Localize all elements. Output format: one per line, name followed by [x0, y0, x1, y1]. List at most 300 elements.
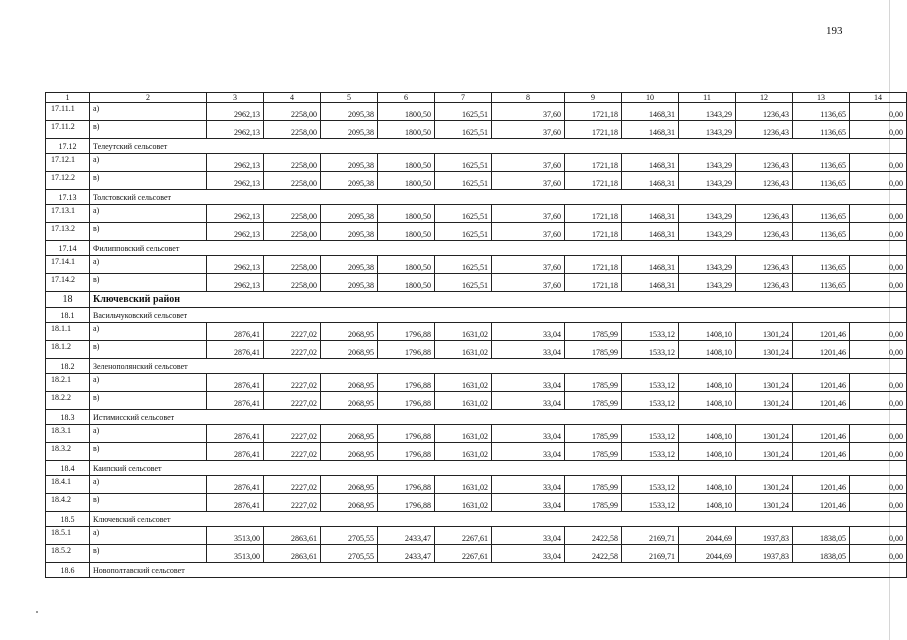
table-row: [46, 341, 907, 359]
row-code: 17.11.2: [46, 121, 90, 139]
value-cell: 0,00: [850, 103, 907, 121]
section-name: Филипповский сельсовет: [90, 241, 907, 256]
row-code: 17.12.1: [46, 154, 90, 172]
value-cell: 2227,02: [264, 323, 321, 341]
row-code: 18.2: [46, 359, 90, 374]
value-cell: 2267,61: [435, 527, 492, 545]
value-cell: 1201,46: [793, 341, 850, 359]
value-cell: 2876,41: [207, 494, 264, 512]
header-cell: 3: [207, 93, 264, 103]
table-row: [46, 494, 907, 512]
value-cell: 1631,02: [435, 341, 492, 359]
value-cell: 2169,71: [622, 527, 679, 545]
value-cell: 0,00: [850, 374, 907, 392]
value-cell: 33,04: [492, 527, 565, 545]
value-cell: 2705,55: [321, 545, 378, 563]
value-cell: 1301,24: [736, 425, 793, 443]
value-cell: 33,04: [492, 425, 565, 443]
value-cell: 1343,29: [679, 205, 736, 223]
table-row: [46, 527, 907, 545]
row-code: 18.1.2: [46, 341, 90, 359]
value-cell: 2258,00: [264, 154, 321, 172]
row-code: 18.3.2: [46, 443, 90, 461]
value-cell: 1625,51: [435, 103, 492, 121]
row-code: 18.4: [46, 461, 90, 476]
value-cell: 1468,31: [622, 205, 679, 223]
value-cell: 1631,02: [435, 392, 492, 410]
value-cell: 1301,24: [736, 392, 793, 410]
value-cell: 1201,46: [793, 425, 850, 443]
value-cell: 1721,18: [565, 172, 622, 190]
value-cell: 1838,05: [793, 527, 850, 545]
value-cell: 2433,47: [378, 527, 435, 545]
value-cell: 1631,02: [435, 425, 492, 443]
value-cell: 1625,51: [435, 154, 492, 172]
row-label: а): [90, 425, 207, 443]
value-cell: 1408,10: [679, 494, 736, 512]
value-cell: 0,00: [850, 425, 907, 443]
value-cell: 2876,41: [207, 341, 264, 359]
value-cell: 2433,47: [378, 545, 435, 563]
section-name: Каипский сельсовет: [90, 461, 907, 476]
value-cell: 1796,88: [378, 392, 435, 410]
value-cell: 1408,10: [679, 392, 736, 410]
header-cell: 12: [736, 93, 793, 103]
section-name: Ключевский сельсовет: [90, 512, 907, 527]
value-cell: 2095,38: [321, 172, 378, 190]
value-cell: 1721,18: [565, 274, 622, 292]
section-row: [46, 563, 907, 578]
value-cell: 2227,02: [264, 476, 321, 494]
value-cell: 1468,31: [622, 172, 679, 190]
value-cell: 2068,95: [321, 476, 378, 494]
value-cell: 1343,29: [679, 121, 736, 139]
table-row: [46, 154, 907, 172]
value-cell: 0,00: [850, 154, 907, 172]
row-code: 17.12.2: [46, 172, 90, 190]
section-row: [46, 139, 907, 154]
value-cell: 1136,65: [793, 223, 850, 241]
row-code: 18.2.1: [46, 374, 90, 392]
value-cell: 2962,13: [207, 121, 264, 139]
value-cell: 0,00: [850, 256, 907, 274]
value-cell: 33,04: [492, 494, 565, 512]
row-label: в): [90, 341, 207, 359]
value-cell: 1408,10: [679, 425, 736, 443]
value-cell: 0,00: [850, 545, 907, 563]
value-cell: 2962,13: [207, 172, 264, 190]
value-cell: 1785,99: [565, 494, 622, 512]
value-cell: 0,00: [850, 527, 907, 545]
value-cell: 2876,41: [207, 392, 264, 410]
value-cell: 1796,88: [378, 494, 435, 512]
value-cell: 1236,43: [736, 154, 793, 172]
header-cell: 4: [264, 93, 321, 103]
value-cell: 1533,12: [622, 425, 679, 443]
value-cell: 33,04: [492, 341, 565, 359]
row-code: 18.1: [46, 308, 90, 323]
table-row: [46, 274, 907, 292]
row-label: в): [90, 443, 207, 461]
row-code: 17.13: [46, 190, 90, 205]
row-code: 18.3.1: [46, 425, 90, 443]
value-cell: 1533,12: [622, 494, 679, 512]
value-cell: 1533,12: [622, 341, 679, 359]
value-cell: 1301,24: [736, 323, 793, 341]
header-cell: 8: [492, 93, 565, 103]
value-cell: 1631,02: [435, 323, 492, 341]
value-cell: 1796,88: [378, 341, 435, 359]
row-code: 17.14: [46, 241, 90, 256]
row-code: 18: [46, 292, 90, 308]
value-cell: 33,04: [492, 443, 565, 461]
value-cell: 0,00: [850, 494, 907, 512]
value-cell: 1301,24: [736, 476, 793, 494]
row-label: а): [90, 256, 207, 274]
row-code: 18.4.2: [46, 494, 90, 512]
value-cell: 1800,50: [378, 256, 435, 274]
value-cell: 33,04: [492, 476, 565, 494]
value-cell: 1201,46: [793, 443, 850, 461]
page-number: 193: [826, 25, 843, 37]
value-cell: 2962,13: [207, 256, 264, 274]
value-cell: 1800,50: [378, 103, 435, 121]
value-cell: 2227,02: [264, 443, 321, 461]
row-code: 18.3: [46, 410, 90, 425]
value-cell: 1343,29: [679, 274, 736, 292]
value-cell: 1796,88: [378, 443, 435, 461]
header-cell: 9: [565, 93, 622, 103]
value-cell: 2422,58: [565, 545, 622, 563]
value-cell: 2258,00: [264, 223, 321, 241]
value-cell: 2876,41: [207, 425, 264, 443]
value-cell: 33,04: [492, 392, 565, 410]
value-cell: 2962,13: [207, 103, 264, 121]
value-cell: 2095,38: [321, 256, 378, 274]
value-cell: 2258,00: [264, 274, 321, 292]
value-cell: 2267,61: [435, 545, 492, 563]
value-cell: 1236,43: [736, 172, 793, 190]
header-cell: 11: [679, 93, 736, 103]
value-cell: 1800,50: [378, 223, 435, 241]
value-cell: 1301,24: [736, 494, 793, 512]
value-cell: 1236,43: [736, 205, 793, 223]
district-name: Ключевский район: [90, 292, 907, 308]
table-row: [46, 443, 907, 461]
value-cell: 1533,12: [622, 443, 679, 461]
value-cell: 1721,18: [565, 223, 622, 241]
section-row: [46, 410, 907, 425]
value-cell: 1631,02: [435, 494, 492, 512]
value-cell: 1408,10: [679, 476, 736, 494]
table-row: [46, 392, 907, 410]
row-label: в): [90, 223, 207, 241]
value-cell: 2258,00: [264, 103, 321, 121]
value-cell: 2962,13: [207, 223, 264, 241]
header-cell: 2: [90, 93, 207, 103]
value-cell: 2068,95: [321, 443, 378, 461]
value-cell: 1721,18: [565, 256, 622, 274]
value-cell: 2705,55: [321, 527, 378, 545]
value-cell: 1468,31: [622, 223, 679, 241]
value-cell: 1625,51: [435, 274, 492, 292]
row-code: 17.11.1: [46, 103, 90, 121]
value-cell: 1136,65: [793, 205, 850, 223]
header-cell: 5: [321, 93, 378, 103]
value-cell: 2876,41: [207, 323, 264, 341]
value-cell: 37,60: [492, 274, 565, 292]
row-label: в): [90, 274, 207, 292]
value-cell: 1937,83: [736, 527, 793, 545]
value-cell: 0,00: [850, 274, 907, 292]
value-cell: 0,00: [850, 223, 907, 241]
value-cell: 0,00: [850, 341, 907, 359]
header-cell: 13: [793, 93, 850, 103]
section-row: [46, 359, 907, 374]
scan-speck: [36, 611, 38, 613]
value-cell: 2227,02: [264, 392, 321, 410]
value-cell: 2068,95: [321, 323, 378, 341]
value-cell: 2863,61: [264, 527, 321, 545]
value-cell: 2962,13: [207, 274, 264, 292]
value-cell: 2863,61: [264, 545, 321, 563]
header-cell: 14: [850, 93, 907, 103]
value-cell: 1533,12: [622, 476, 679, 494]
value-cell: 3513,00: [207, 527, 264, 545]
value-cell: 1468,31: [622, 256, 679, 274]
value-cell: 2095,38: [321, 205, 378, 223]
table-row: [46, 121, 907, 139]
value-cell: 1136,65: [793, 103, 850, 121]
row-label: а): [90, 323, 207, 341]
section-row: [46, 308, 907, 323]
section-row: [46, 512, 907, 527]
table-body: [46, 93, 907, 578]
row-label: в): [90, 545, 207, 563]
value-cell: 1468,31: [622, 121, 679, 139]
value-cell: 1408,10: [679, 323, 736, 341]
value-cell: 1785,99: [565, 425, 622, 443]
value-cell: 33,04: [492, 374, 565, 392]
value-cell: 1800,50: [378, 121, 435, 139]
value-cell: 1236,43: [736, 103, 793, 121]
value-cell: 1136,65: [793, 121, 850, 139]
value-cell: 1408,10: [679, 443, 736, 461]
section-name: Новополтавский сельсовет: [90, 563, 907, 578]
row-code: 18.2.2: [46, 392, 90, 410]
value-cell: 1301,24: [736, 341, 793, 359]
table-row: [46, 374, 907, 392]
value-cell: 1533,12: [622, 374, 679, 392]
table-row: [46, 205, 907, 223]
value-cell: 2227,02: [264, 341, 321, 359]
value-cell: 1631,02: [435, 476, 492, 494]
value-cell: 0,00: [850, 205, 907, 223]
row-code: 18.6: [46, 563, 90, 578]
section-name: Зеленополянский сельсовет: [90, 359, 907, 374]
row-label: а): [90, 103, 207, 121]
value-cell: 1625,51: [435, 121, 492, 139]
value-cell: 0,00: [850, 443, 907, 461]
value-cell: 1468,31: [622, 103, 679, 121]
value-cell: 1937,83: [736, 545, 793, 563]
value-cell: 1721,18: [565, 205, 622, 223]
value-cell: 1785,99: [565, 323, 622, 341]
section-row: [46, 461, 907, 476]
value-cell: 1800,50: [378, 205, 435, 223]
header-cell: 6: [378, 93, 435, 103]
value-cell: 2422,58: [565, 527, 622, 545]
value-cell: 1721,18: [565, 121, 622, 139]
row-label: а): [90, 374, 207, 392]
value-cell: 1343,29: [679, 256, 736, 274]
value-cell: 1796,88: [378, 425, 435, 443]
value-cell: 1343,29: [679, 154, 736, 172]
value-cell: 1796,88: [378, 476, 435, 494]
value-cell: 1236,43: [736, 121, 793, 139]
value-cell: 2227,02: [264, 374, 321, 392]
value-cell: 2227,02: [264, 494, 321, 512]
section-row: [46, 241, 907, 256]
value-cell: 2962,13: [207, 205, 264, 223]
row-code: 18.1.1: [46, 323, 90, 341]
value-cell: 1468,31: [622, 154, 679, 172]
value-cell: 37,60: [492, 121, 565, 139]
row-label: в): [90, 172, 207, 190]
row-label: в): [90, 392, 207, 410]
table-header-row: [46, 93, 907, 103]
value-cell: 2068,95: [321, 494, 378, 512]
value-cell: 3513,00: [207, 545, 264, 563]
value-cell: 1838,05: [793, 545, 850, 563]
value-cell: 1721,18: [565, 154, 622, 172]
value-cell: 0,00: [850, 476, 907, 494]
value-cell: 2876,41: [207, 476, 264, 494]
value-cell: 37,60: [492, 172, 565, 190]
value-cell: 2095,38: [321, 274, 378, 292]
value-cell: 1236,43: [736, 274, 793, 292]
table-row: [46, 172, 907, 190]
row-label: а): [90, 154, 207, 172]
value-cell: 1625,51: [435, 223, 492, 241]
value-cell: 2095,38: [321, 121, 378, 139]
table-row: [46, 103, 907, 121]
value-cell: 1201,46: [793, 476, 850, 494]
value-cell: 1785,99: [565, 392, 622, 410]
row-code: 17.12: [46, 139, 90, 154]
section-name: Толстовский сельсовет: [90, 190, 907, 205]
header-cell: 1: [46, 93, 90, 103]
table-row: [46, 425, 907, 443]
value-cell: 37,60: [492, 103, 565, 121]
row-label: в): [90, 121, 207, 139]
value-cell: 2044,69: [679, 545, 736, 563]
value-cell: 1301,24: [736, 443, 793, 461]
table-row: [46, 476, 907, 494]
value-cell: 1625,51: [435, 172, 492, 190]
header-cell: 7: [435, 93, 492, 103]
value-cell: 33,04: [492, 323, 565, 341]
value-cell: 1533,12: [622, 323, 679, 341]
header-cell: 10: [622, 93, 679, 103]
row-label: а): [90, 205, 207, 223]
section-name: Телеутский сельсовет: [90, 139, 907, 154]
row-code: 18.5.1: [46, 527, 90, 545]
value-cell: 1800,50: [378, 274, 435, 292]
value-cell: 1201,46: [793, 323, 850, 341]
value-cell: 1236,43: [736, 223, 793, 241]
value-cell: 2258,00: [264, 121, 321, 139]
section-row: [46, 190, 907, 205]
value-cell: 1796,88: [378, 323, 435, 341]
row-label: а): [90, 527, 207, 545]
value-cell: 1136,65: [793, 274, 850, 292]
value-cell: 1533,12: [622, 392, 679, 410]
value-cell: 1201,46: [793, 392, 850, 410]
value-cell: 1201,46: [793, 374, 850, 392]
value-cell: 1800,50: [378, 154, 435, 172]
row-code: 18.4.1: [46, 476, 90, 494]
value-cell: 0,00: [850, 392, 907, 410]
value-cell: 1785,99: [565, 374, 622, 392]
value-cell: 2258,00: [264, 256, 321, 274]
section-name: Васильчуковский сельсовет: [90, 308, 907, 323]
value-cell: 2044,69: [679, 527, 736, 545]
value-cell: 1785,99: [565, 476, 622, 494]
value-cell: 37,60: [492, 154, 565, 172]
value-cell: 2962,13: [207, 154, 264, 172]
value-cell: 2876,41: [207, 443, 264, 461]
value-cell: 37,60: [492, 205, 565, 223]
value-cell: 2068,95: [321, 374, 378, 392]
value-cell: 2095,38: [321, 103, 378, 121]
table-row: [46, 545, 907, 563]
value-cell: 1631,02: [435, 374, 492, 392]
value-cell: 1408,10: [679, 341, 736, 359]
row-code: 17.14.2: [46, 274, 90, 292]
value-cell: 1721,18: [565, 103, 622, 121]
value-cell: 0,00: [850, 323, 907, 341]
value-cell: 0,00: [850, 172, 907, 190]
value-cell: 2095,38: [321, 223, 378, 241]
value-cell: 1343,29: [679, 172, 736, 190]
table-row: [46, 323, 907, 341]
row-code: 17.14.1: [46, 256, 90, 274]
row-code: 18.5.2: [46, 545, 90, 563]
value-cell: 1631,02: [435, 443, 492, 461]
value-cell: 2227,02: [264, 425, 321, 443]
value-cell: 1625,51: [435, 256, 492, 274]
value-cell: 1301,24: [736, 374, 793, 392]
table-row: [46, 223, 907, 241]
value-cell: 1136,65: [793, 154, 850, 172]
value-cell: 1136,65: [793, 172, 850, 190]
value-cell: 1343,29: [679, 103, 736, 121]
value-cell: 37,60: [492, 256, 565, 274]
value-cell: 1468,31: [622, 274, 679, 292]
value-cell: 1800,50: [378, 172, 435, 190]
value-cell: 37,60: [492, 223, 565, 241]
row-code: 17.13.1: [46, 205, 90, 223]
value-cell: 2095,38: [321, 154, 378, 172]
value-cell: 2258,00: [264, 172, 321, 190]
value-cell: 33,04: [492, 545, 565, 563]
value-cell: 1785,99: [565, 443, 622, 461]
table-row: [46, 256, 907, 274]
row-label: а): [90, 476, 207, 494]
row-code: 18.5: [46, 512, 90, 527]
value-cell: 1343,29: [679, 223, 736, 241]
